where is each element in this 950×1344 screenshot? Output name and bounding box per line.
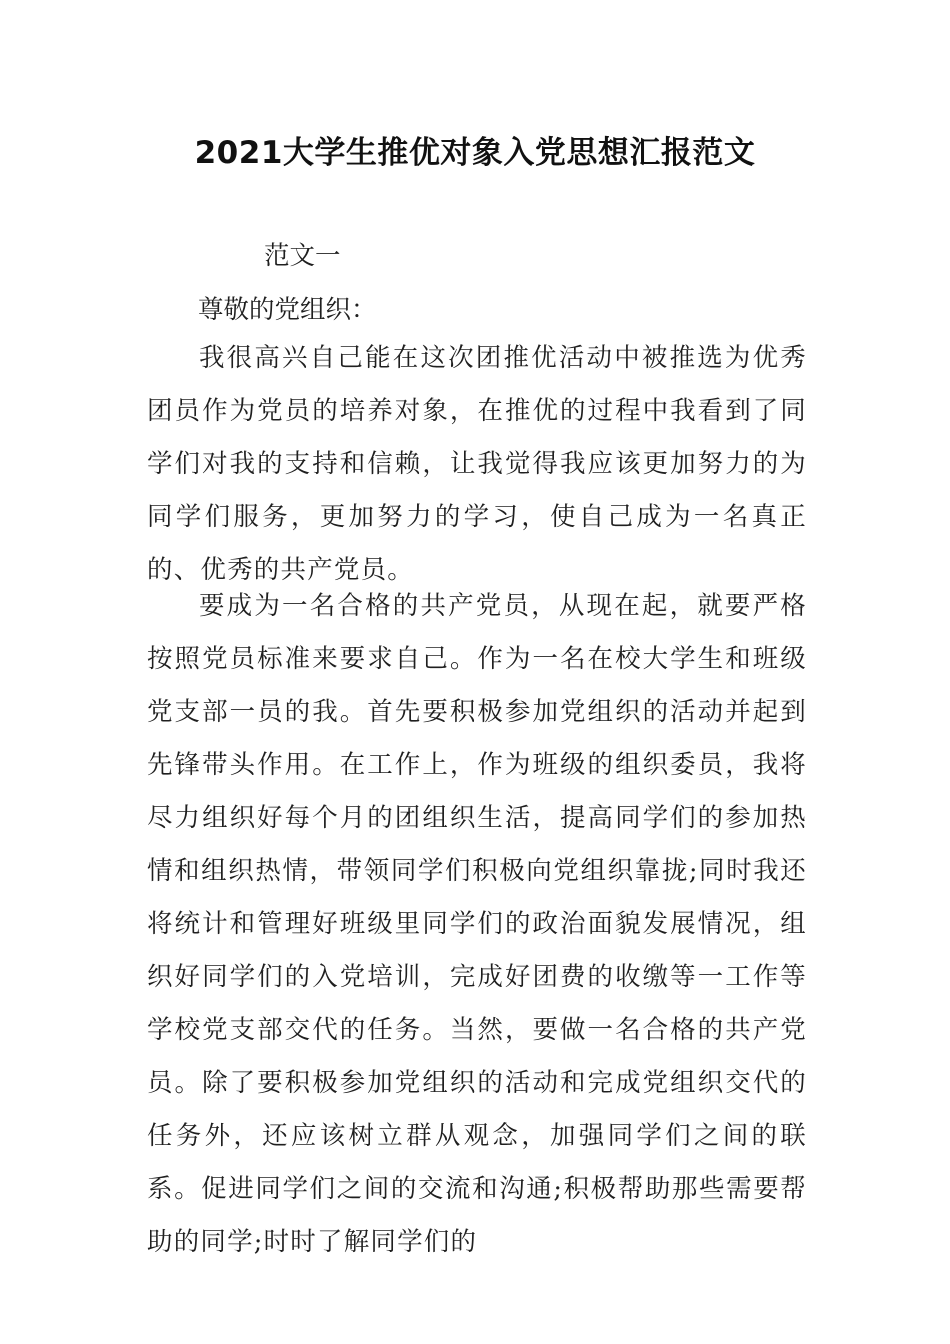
section-subheading: 范文一	[264, 241, 341, 271]
document-title: 2021大学生推优对象入党思想汇报范文	[194, 135, 756, 171]
paragraph: 我很高兴自己能在这次团推优活动中被推选为优秀团员作为党员的培养对象，在推优的过程中我看到了同学们对我的支持和信赖，让我觉得我应该更加努力的为同学们服务，更加努力的学习，使自己成为一名真正的、优秀的共产党员。	[147, 343, 807, 585]
paragraph: 要成为一名合格的共产党员，从现在起，就要严格按照党员标准来要求自己。作为一名在校大学生和班级党支部一员的我。首先要积极参加党组织的活动并起到先锋带头作用。在工作上，作为班级的组织委员，我将尽力组织好每个月的团组织生活，提高同学们的参加热情和组织热情，带领同学们积极向党组织靠拢;同时我还将统计和管理好班级里同学们的政治面貌发展情况，组织好同学们的入党培训，完成好团费的收缴等一工作等学校党支部交代的任务。当然，要做一名合格的共产党员。除了要积极参加党组织的活动和完成党组织交代的任务外，还应该树立群从观念，加强同学们之间的联系。促进同学们之间的交流和沟通;积极帮助那些需要帮助的同学;时时了解同学们的	[147, 591, 807, 1257]
salutation: 尊敬的党组织：	[198, 295, 377, 325]
